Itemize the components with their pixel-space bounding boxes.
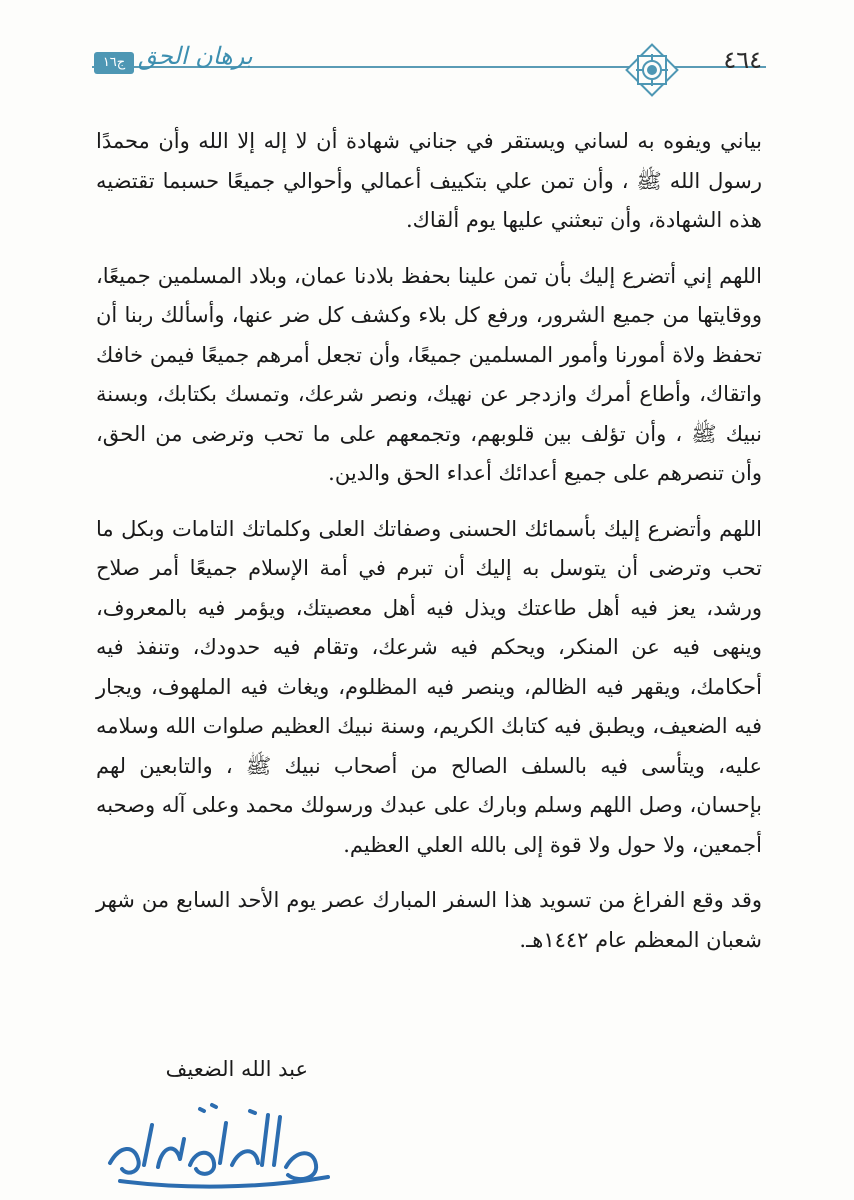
signature-caption: عبد الله الضعيف — [165, 1057, 308, 1081]
paragraph: بياني ويفوه به لساني ويستقر في جناني شهادة أن لا إله إلا الله وأن محمدًا رسول الله ﷺ ، وأن تمن علي بتكييف أعمالي وأحوالي جميعًا حسبما تقتضيه هذه الشهادة، وأن تبعثني عليها يوم ألقاك. — [96, 129, 762, 232]
page-number: ٤٦٤ — [723, 46, 762, 74]
book-title: برهان الحق — [138, 42, 253, 70]
volume-badge: ج١٦ — [94, 52, 134, 74]
page-header — [0, 0, 854, 110]
paragraph: اللهم إني أتضرع إليك بأن تمن علينا بحفظ بلادنا عمان، وبلاد المسلمين جميعًا، ووقايتها من جميع الشرور، ورفع كل بلاء وكشف كل ضر عنها، وأسألك ربنا أن تحفظ ولاة أمورنا وأمور المسلمين جميعًا، وأن تجعل أمرهم جميعًا فيمن خافك واتقاك، وأطاع أمرك وازدجر عن نهيك، ونصر شرعك، وتمسك بكتابك، وبسنة نبيك ﷺ ، وأن تؤلف بين قلوبهم، وتجمعهم على ما تحب وترضى من الحق، وأن تنصرهم على جميع أعدائك أعداء الحق والدين. — [96, 263, 762, 485]
paragraph: اللهم وأتضرع إليك بأسمائك الحسنى وصفاتك العلى وكلماتك التامات وبكل ما تحب وترضى أن يتوسل به إليك أن تبرم في أمة الإسلام جميعًا أمر صلاح ورشد، يعز فيه أهل طاعتك ويذل فيه أهل معصيتك، ويؤمر فيه بالمعروف، وينهى فيه عن المنكر، ويحكم فيه شرعك، وتقام فيه حدودك، وتنفذ فيه أحكامك، ويقهر فيه الظالم، وينصر فيه المظلوم، ويغاث فيه الملهوف، ويجار فيه الضعيف، ويطبق فيه كتابك الكريم، وسنة نبيك العظيم صلوات الله وسلامه عليه، ويتأسى فيه بالسلف الصالح من أصحاب نبيك ﷺ ، والتابعين لهم بإحسان، وصل اللهم وسلم وبارك على عبدك ورسولك محمد وعلى آله وصحبه أجمعين، ولا حول ولا قوة إلى بالله العلي العظيم. — [96, 516, 762, 857]
ornament-icon — [622, 40, 682, 100]
main-text — [96, 122, 762, 960]
signature-block — [100, 1055, 340, 1195]
handwritten-signature — [100, 1085, 340, 1195]
paragraph: وقد وقع الفراغ من تسويد هذا السفر المبارك عصر يوم الأحد السابع من شهر شعبان المعظم عام ١٤٤٢هـ. — [96, 888, 762, 952]
